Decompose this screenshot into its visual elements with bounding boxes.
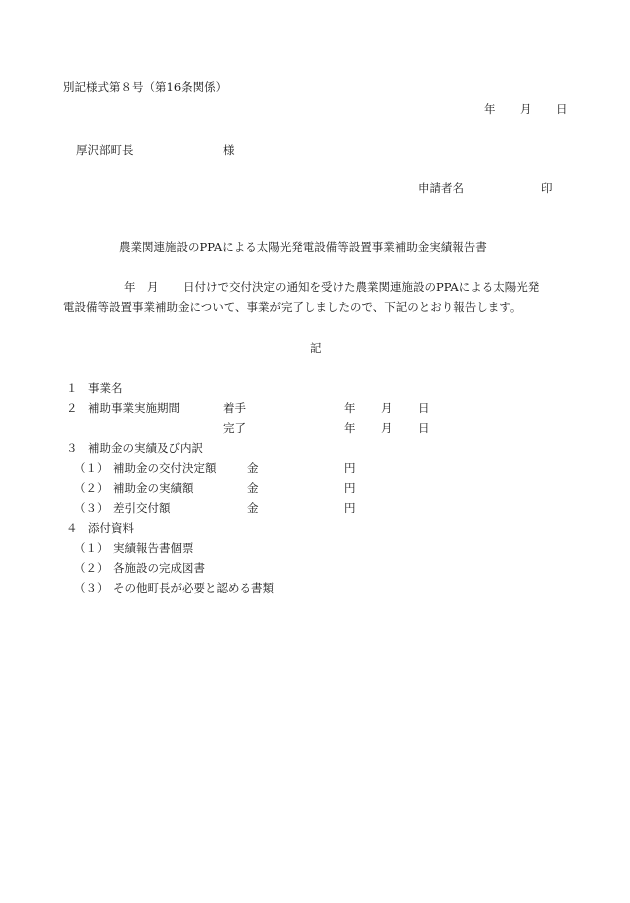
item3-sub2-label: 補助金の実績額 xyxy=(113,481,194,495)
item4-sub1-label: 実績報告書個票 xyxy=(113,541,194,555)
item3-sub3-yen: 円 xyxy=(344,501,356,515)
body-line1: 日付けで交付決定の通知を受けた農業関連施設のPPAによる太陽光発 xyxy=(183,280,540,294)
period-end-label: 完了 xyxy=(223,421,246,435)
item4-sub3-label: その他町長が必要と認める書類 xyxy=(113,581,274,595)
item3-sub2-number: （２） xyxy=(74,481,109,495)
item3-sub2-yen: 円 xyxy=(344,481,356,495)
body-month: 月 xyxy=(147,280,159,294)
item4-sub2-number: （２） xyxy=(74,561,109,575)
period-start-month: 月 xyxy=(381,401,393,415)
document-title: 農業関連施設のPPAによる太陽光発電設備等設置事業補助金実績報告書 xyxy=(119,240,487,254)
item3-sub3-number: （３） xyxy=(74,501,109,515)
body-line2: 電設備等設置事業補助金について、事業が完了しましたので、下記のとおり報告します。 xyxy=(63,300,522,314)
item4-sub3-number: （３） xyxy=(74,581,109,595)
item4-sub1-number: （１） xyxy=(74,541,109,555)
period-end-day: 日 xyxy=(418,421,430,435)
item4-label: 添付資料 xyxy=(88,521,134,535)
item2-number: ２ xyxy=(66,401,78,415)
period-end-year: 年 xyxy=(344,421,356,435)
form-label: 別記様式第８号（第16条関係） xyxy=(63,80,228,94)
item3-sub2-kin: 金 xyxy=(247,481,259,495)
item2-label: 補助事業実施期間 xyxy=(88,401,180,415)
addressee-name: 厚沢部町長 xyxy=(76,143,134,157)
item1-number: １ xyxy=(66,381,78,395)
period-end-month: 月 xyxy=(381,421,393,435)
item4-sub2-label: 各施設の完成図書 xyxy=(113,561,205,575)
item3-sub1-label: 補助金の交付決定額 xyxy=(113,461,217,475)
period-start-year: 年 xyxy=(344,401,356,415)
period-start-label: 着手 xyxy=(223,401,246,415)
item3-sub3-label: 差引交付額 xyxy=(113,501,171,515)
item1-label: 事業名 xyxy=(88,381,123,395)
ki-mark: 記 xyxy=(310,341,322,355)
body-year: 年 xyxy=(124,280,136,294)
item4-number: ４ xyxy=(66,521,78,535)
date-day: 日 xyxy=(556,102,568,116)
item3-sub1-number: （１） xyxy=(74,461,109,475)
addressee-honorific: 様 xyxy=(223,143,235,157)
item3-number: ３ xyxy=(66,441,78,455)
date-year: 年 xyxy=(484,102,496,116)
period-start-day: 日 xyxy=(418,401,430,415)
item3-sub1-yen: 円 xyxy=(344,461,356,475)
item3-sub1-kin: 金 xyxy=(247,461,259,475)
seal-mark: 印 xyxy=(541,181,553,195)
item3-sub3-kin: 金 xyxy=(247,501,259,515)
applicant-label: 申請者名 xyxy=(418,181,464,195)
item3-label: 補助金の実績及び内訳 xyxy=(88,441,203,455)
date-month: 月 xyxy=(520,102,532,116)
